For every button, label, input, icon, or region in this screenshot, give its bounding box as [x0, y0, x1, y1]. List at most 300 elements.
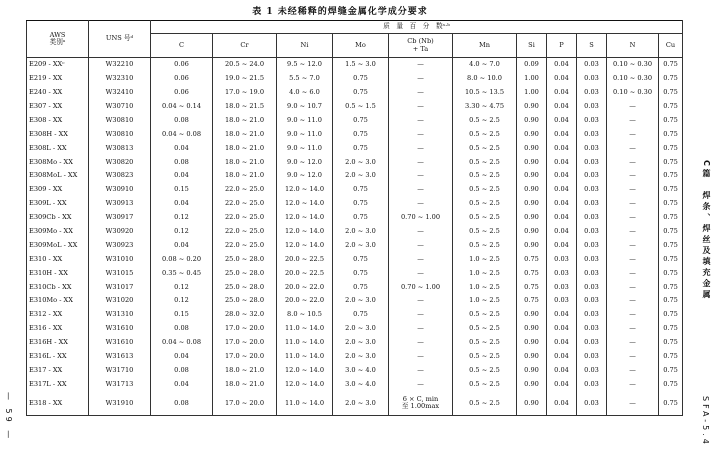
- cell-n: —: [607, 294, 659, 308]
- cell-aws: E308Mo - XX: [27, 155, 89, 169]
- cell-mn: 8.0 ~ 10.0: [453, 72, 517, 86]
- cell-mn: 0.5 ~ 2.5: [453, 336, 517, 350]
- cell-cr: 18.0 ~ 21.0: [213, 364, 277, 378]
- cell-p: 0.04: [547, 155, 577, 169]
- cell-si: 0.90: [517, 211, 547, 225]
- cell-cr: 25.0 ~ 28.0: [213, 252, 277, 266]
- cell-c: 0.15: [151, 183, 213, 197]
- cell-ni: 11.0 ~ 14.0: [277, 391, 333, 416]
- cell-s: 0.03: [577, 239, 607, 253]
- cell-c: 0.08: [151, 364, 213, 378]
- cell-si: 1.00: [517, 72, 547, 86]
- table-row: [27, 114, 683, 128]
- table-row: [27, 336, 683, 350]
- cell-mo: 0.75: [333, 141, 389, 155]
- cell-mo: 3.0 ~ 4.0: [333, 364, 389, 378]
- cell-p: 0.04: [547, 183, 577, 197]
- cell-cu: 0.75: [659, 211, 683, 225]
- page-number: — 59 —: [4, 392, 13, 442]
- cell-c: 0.04: [151, 377, 213, 391]
- cell-cu: 0.75: [659, 252, 683, 266]
- cell-cb-line1: 6 × C, min: [402, 395, 439, 404]
- header-aws: [27, 21, 89, 58]
- table-row: [27, 169, 683, 183]
- cell-s: 0.03: [577, 58, 607, 72]
- cell-mo: 2.0 ~ 3.0: [333, 336, 389, 350]
- cell-n: —: [607, 322, 659, 336]
- header-aws-sub: 类别ᵃ: [49, 38, 66, 46]
- cell-n: —: [607, 114, 659, 128]
- cell-ni: 11.0 ~ 14.0: [277, 336, 333, 350]
- cell-aws: E308H - XX: [27, 127, 89, 141]
- cell-uns: W30910: [89, 183, 151, 197]
- cell-ni: 20.0 ~ 22.0: [277, 294, 333, 308]
- cell-si: 0.90: [517, 364, 547, 378]
- cell-si: 0.75: [517, 280, 547, 294]
- cell-cb: —: [389, 377, 453, 391]
- cell-cu: 0.75: [659, 100, 683, 114]
- cell-mo: 2.0 ~ 3.0: [333, 225, 389, 239]
- cell-s: 0.03: [577, 211, 607, 225]
- cell-cr: 25.0 ~ 28.0: [213, 266, 277, 280]
- cell-s: 0.03: [577, 197, 607, 211]
- cell-uns: W31713: [89, 377, 151, 391]
- cell-aws: E209 - XXᶜ: [27, 58, 89, 72]
- cell-s: 0.03: [577, 294, 607, 308]
- cell-s: 0.03: [577, 266, 607, 280]
- header-ni: Ni: [277, 34, 333, 58]
- cell-c: 0.12: [151, 211, 213, 225]
- cell-cb: —: [389, 100, 453, 114]
- cell-aws: E316 - XX: [27, 322, 89, 336]
- cell-si: 0.90: [517, 127, 547, 141]
- cell-p: 0.03: [547, 294, 577, 308]
- cell-si: 0.75: [517, 252, 547, 266]
- cell-uns: W31017: [89, 280, 151, 294]
- cell-mo: 2.0 ~ 3.0: [333, 169, 389, 183]
- header-s: S: [577, 34, 607, 58]
- cell-uns: W30913: [89, 197, 151, 211]
- cell-mo: 0.75: [333, 308, 389, 322]
- table-row: [27, 294, 683, 308]
- cell-p: 0.04: [547, 336, 577, 350]
- header-aws-label: AWS: [49, 30, 66, 39]
- cell-mo: 0.75: [333, 197, 389, 211]
- table-row: [27, 322, 683, 336]
- cell-aws: E310H - XX: [27, 266, 89, 280]
- cell-p: 0.04: [547, 391, 577, 416]
- cell-cr: 25.0 ~ 28.0: [213, 280, 277, 294]
- cell-mn: 0.5 ~ 2.5: [453, 183, 517, 197]
- cell-cb: —: [389, 322, 453, 336]
- cell-aws: E316L - XX: [27, 350, 89, 364]
- cell-mo: 2.0 ~ 3.0: [333, 155, 389, 169]
- cell-cr: 20.5 ~ 24.0: [213, 58, 277, 72]
- cell-cu: 0.75: [659, 239, 683, 253]
- cell-aws: E317L - XX: [27, 377, 89, 391]
- cell-p: 0.04: [547, 197, 577, 211]
- cell-n: —: [607, 239, 659, 253]
- cell-uns: W31015: [89, 266, 151, 280]
- cell-cu: 0.75: [659, 86, 683, 100]
- cell-p: 0.04: [547, 141, 577, 155]
- cell-c: 0.04 ~ 0.08: [151, 127, 213, 141]
- cell-n: —: [607, 155, 659, 169]
- cell-p: 0.04: [547, 377, 577, 391]
- cell-p: 0.04: [547, 239, 577, 253]
- cell-n: —: [607, 308, 659, 322]
- cell-ni: 9.0 ~ 11.0: [277, 114, 333, 128]
- cell-cb: 0.70 ~ 1.00: [389, 211, 453, 225]
- cell-cr: 18.0 ~ 21.0: [213, 377, 277, 391]
- cell-cb: —: [389, 239, 453, 253]
- cell-cu: 0.75: [659, 141, 683, 155]
- cell-n: —: [607, 336, 659, 350]
- cell-mo: 0.75: [333, 72, 389, 86]
- cell-aws: E219 - XX: [27, 72, 89, 86]
- table-row: [27, 183, 683, 197]
- cell-ni: 12.0 ~ 14.0: [277, 239, 333, 253]
- cell-n: —: [607, 377, 659, 391]
- cell-mo: 0.75: [333, 211, 389, 225]
- cell-aws: E309 - XX: [27, 183, 89, 197]
- header-mn: Mn: [453, 34, 517, 58]
- table-row: [27, 58, 683, 72]
- cell-mn: 0.5 ~ 2.5: [453, 211, 517, 225]
- cell-cb: —: [389, 127, 453, 141]
- cell-mn: 4.0 ~ 7.0: [453, 58, 517, 72]
- cell-c: 0.08: [151, 391, 213, 416]
- cell-cr: 28.0 ~ 32.0: [213, 308, 277, 322]
- cell-cb-line2: 至 1.00max: [401, 402, 440, 411]
- cell-uns: W30920: [89, 225, 151, 239]
- table-row: [27, 197, 683, 211]
- cell-uns: W30710: [89, 100, 151, 114]
- cell-mn: 1.0 ~ 2.5: [453, 280, 517, 294]
- cell-si: 0.90: [517, 141, 547, 155]
- cell-cb: —: [389, 183, 453, 197]
- header-cu: Cu: [659, 34, 683, 58]
- cell-ni: 12.0 ~ 14.0: [277, 364, 333, 378]
- cell-aws: E240 - XX: [27, 86, 89, 100]
- cell-cu: 0.75: [659, 183, 683, 197]
- cell-mo: 2.0 ~ 3.0: [333, 239, 389, 253]
- cell-uns: W30917: [89, 211, 151, 225]
- cell-aws: E308L - XX: [27, 141, 89, 155]
- cell-mo: 0.75: [333, 266, 389, 280]
- cell-c: 0.04: [151, 350, 213, 364]
- cell-ni: 5.5 ~ 7.0: [277, 72, 333, 86]
- cell-ni: 9.5 ~ 12.0: [277, 58, 333, 72]
- cell-si: 0.90: [517, 239, 547, 253]
- cell-cb: [389, 391, 453, 416]
- cell-s: 0.03: [577, 336, 607, 350]
- cell-mo: 0.75: [333, 280, 389, 294]
- cell-c: 0.04: [151, 169, 213, 183]
- header-p: P: [547, 34, 577, 58]
- cell-aws: E309L - XX: [27, 197, 89, 211]
- header-cb: [389, 34, 453, 58]
- cell-cb: —: [389, 114, 453, 128]
- cell-cr: 18.0 ~ 21.0: [213, 141, 277, 155]
- cell-p: 0.04: [547, 100, 577, 114]
- cell-si: 0.90: [517, 350, 547, 364]
- cell-p: 0.04: [547, 127, 577, 141]
- cell-mo: 1.5 ~ 3.0: [333, 58, 389, 72]
- cell-aws: E310 - XX: [27, 252, 89, 266]
- cell-p: 0.04: [547, 114, 577, 128]
- table-caption: 表 1 未经稀释的焊缝金属化学成分要求: [252, 7, 428, 17]
- cell-ni: 20.0 ~ 22.5: [277, 252, 333, 266]
- cell-cr: 22.0 ~ 25.0: [213, 197, 277, 211]
- cell-cr: 18.0 ~ 21.5: [213, 100, 277, 114]
- cell-c: 0.12: [151, 294, 213, 308]
- cell-cu: 0.75: [659, 72, 683, 86]
- cell-cb: —: [389, 197, 453, 211]
- cell-si: 0.90: [517, 183, 547, 197]
- cell-ni: 20.0 ~ 22.0: [277, 280, 333, 294]
- cell-cu: 0.75: [659, 155, 683, 169]
- cell-c: 0.04 ~ 0.14: [151, 100, 213, 114]
- cell-uns: W30810: [89, 127, 151, 141]
- cell-cr: 17.0 ~ 20.0: [213, 322, 277, 336]
- cell-ni: 12.0 ~ 14.0: [277, 377, 333, 391]
- cell-ni: 12.0 ~ 14.0: [277, 225, 333, 239]
- cell-aws: E317 - XX: [27, 364, 89, 378]
- cell-n: —: [607, 100, 659, 114]
- cell-s: 0.03: [577, 183, 607, 197]
- cell-uns: W31910: [89, 391, 151, 416]
- header-mo: Mo: [333, 34, 389, 58]
- cell-uns: W31610: [89, 336, 151, 350]
- cell-uns: W31710: [89, 364, 151, 378]
- cell-uns: W30813: [89, 141, 151, 155]
- cell-p: 0.04: [547, 86, 577, 100]
- cell-mo: 0.75: [333, 183, 389, 197]
- cell-aws: E308 - XX: [27, 114, 89, 128]
- cell-si: 0.90: [517, 225, 547, 239]
- cell-cb: —: [389, 364, 453, 378]
- header-cb-line1: Cb (Nb): [407, 37, 434, 46]
- cell-mn: 10.5 ~ 13.5: [453, 86, 517, 100]
- cell-si: 0.90: [517, 169, 547, 183]
- cell-uns: W30923: [89, 239, 151, 253]
- cell-n: —: [607, 252, 659, 266]
- cell-aws: E310Cb - XX: [27, 280, 89, 294]
- cell-cr: 18.0 ~ 21.0: [213, 114, 277, 128]
- cell-s: 0.03: [577, 308, 607, 322]
- cell-uns: W31610: [89, 322, 151, 336]
- cell-ni: 9.0 ~ 11.0: [277, 127, 333, 141]
- table-row: [27, 377, 683, 391]
- cell-n: —: [607, 169, 659, 183]
- cell-cu: 0.75: [659, 322, 683, 336]
- cell-si: 1.00: [517, 86, 547, 100]
- cell-mo: 3.0 ~ 4.0: [333, 377, 389, 391]
- header-cr: Cr: [213, 34, 277, 58]
- cell-n: 0.10 ~ 0.30: [607, 86, 659, 100]
- cell-uns: W30820: [89, 155, 151, 169]
- cell-uns: W31010: [89, 252, 151, 266]
- cell-n: —: [607, 350, 659, 364]
- cell-n: —: [607, 266, 659, 280]
- cell-aws: E316H - XX: [27, 336, 89, 350]
- cell-n: —: [607, 183, 659, 197]
- cell-ni: 8.0 ~ 10.5: [277, 308, 333, 322]
- cell-uns: W32410: [89, 86, 151, 100]
- cell-cb: —: [389, 58, 453, 72]
- table-row: [27, 127, 683, 141]
- cell-ni: 9.0 ~ 12.0: [277, 169, 333, 183]
- cell-ni: 12.0 ~ 14.0: [277, 211, 333, 225]
- cell-uns: W32310: [89, 72, 151, 86]
- cell-cb: —: [389, 155, 453, 169]
- cell-mn: 1.0 ~ 2.5: [453, 252, 517, 266]
- cell-n: —: [607, 225, 659, 239]
- cell-cu: 0.75: [659, 350, 683, 364]
- cell-n: 0.10 ~ 0.30: [607, 72, 659, 86]
- cell-c: 0.04 ~ 0.08: [151, 336, 213, 350]
- cell-cr: 18.0 ~ 21.0: [213, 155, 277, 169]
- cell-si: 0.90: [517, 336, 547, 350]
- cell-si: 0.75: [517, 294, 547, 308]
- cell-s: 0.03: [577, 391, 607, 416]
- cell-s: 0.03: [577, 252, 607, 266]
- cell-mn: 0.5 ~ 2.5: [453, 169, 517, 183]
- cell-c: 0.15: [151, 308, 213, 322]
- cell-n: —: [607, 280, 659, 294]
- cell-mo: 2.0 ~ 3.0: [333, 350, 389, 364]
- cell-mn: 0.5 ~ 2.5: [453, 322, 517, 336]
- cell-aws: E307 - XX: [27, 100, 89, 114]
- cell-c: 0.04: [151, 239, 213, 253]
- cell-s: 0.03: [577, 114, 607, 128]
- cell-mn: 0.5 ~ 2.5: [453, 364, 517, 378]
- cell-p: 0.04: [547, 225, 577, 239]
- cell-mn: 3.30 ~ 4.75: [453, 100, 517, 114]
- cell-cb: —: [389, 72, 453, 86]
- cell-ni: 11.0 ~ 14.0: [277, 350, 333, 364]
- cell-cb: —: [389, 266, 453, 280]
- table-row: [27, 141, 683, 155]
- cell-mn: 0.5 ~ 2.5: [453, 225, 517, 239]
- cell-uns: W32210: [89, 58, 151, 72]
- cell-mo: 2.0 ~ 3.0: [333, 391, 389, 416]
- cell-cb: —: [389, 86, 453, 100]
- cell-cb: —: [389, 350, 453, 364]
- cell-cu: 0.75: [659, 114, 683, 128]
- cell-si: 0.90: [517, 322, 547, 336]
- cell-cb: 0.70 ~ 1.00: [389, 280, 453, 294]
- cell-n: —: [607, 197, 659, 211]
- cell-ni: 20.0 ~ 22.5: [277, 266, 333, 280]
- cell-p: 0.04: [547, 322, 577, 336]
- cell-cu: 0.75: [659, 294, 683, 308]
- cell-cr: 25.0 ~ 28.0: [213, 294, 277, 308]
- table-row: [27, 364, 683, 378]
- cell-mn: 0.5 ~ 2.5: [453, 350, 517, 364]
- spec-code: SFA-5.4: [701, 396, 710, 447]
- table-row: [27, 308, 683, 322]
- cell-uns: W31020: [89, 294, 151, 308]
- cell-cu: 0.75: [659, 280, 683, 294]
- cell-s: 0.03: [577, 377, 607, 391]
- table-row: [27, 155, 683, 169]
- cell-cr: 22.0 ~ 25.0: [213, 211, 277, 225]
- cell-cr: 22.0 ~ 25.0: [213, 183, 277, 197]
- cell-uns: W31613: [89, 350, 151, 364]
- cell-n: 0.10 ~ 0.30: [607, 58, 659, 72]
- cell-si: 0.90: [517, 308, 547, 322]
- cell-si: 0.09: [517, 58, 547, 72]
- cell-s: 0.03: [577, 127, 607, 141]
- table-row: [27, 266, 683, 280]
- cell-c: 0.06: [151, 86, 213, 100]
- cell-p: 0.04: [547, 72, 577, 86]
- header-c: C: [151, 34, 213, 58]
- cell-cu: 0.75: [659, 169, 683, 183]
- cell-cu: 0.75: [659, 391, 683, 416]
- cell-ni: 9.0 ~ 11.0: [277, 141, 333, 155]
- cell-n: —: [607, 141, 659, 155]
- cell-cr: 19.0 ~ 21.5: [213, 72, 277, 86]
- cell-cu: 0.75: [659, 364, 683, 378]
- cell-cr: 18.0 ~ 21.0: [213, 169, 277, 183]
- header-n: N: [607, 34, 659, 58]
- cell-si: 0.90: [517, 391, 547, 416]
- table-row: [27, 72, 683, 86]
- cell-mn: 0.5 ~ 2.5: [453, 239, 517, 253]
- cell-c: 0.08: [151, 114, 213, 128]
- cell-s: 0.03: [577, 350, 607, 364]
- cell-cu: 0.75: [659, 225, 683, 239]
- header-cb-line2: + Ta: [412, 44, 429, 53]
- cell-c: 0.08: [151, 322, 213, 336]
- cell-c: 0.12: [151, 225, 213, 239]
- table-row: [27, 280, 683, 294]
- cell-cr: 17.0 ~ 20.0: [213, 350, 277, 364]
- cell-p: 0.03: [547, 252, 577, 266]
- cell-cr: 17.0 ~ 20.0: [213, 391, 277, 416]
- cell-si: 0.90: [517, 155, 547, 169]
- cell-p: 0.04: [547, 364, 577, 378]
- cell-mn: 0.5 ~ 2.5: [453, 308, 517, 322]
- cell-s: 0.03: [577, 86, 607, 100]
- cell-uns: W31310: [89, 308, 151, 322]
- cell-cu: 0.75: [659, 266, 683, 280]
- cell-s: 0.03: [577, 280, 607, 294]
- table-row: [27, 252, 683, 266]
- cell-mo: 0.75: [333, 86, 389, 100]
- cell-cr: 17.0 ~ 19.0: [213, 86, 277, 100]
- cell-si: 0.75: [517, 266, 547, 280]
- cell-c: 0.04: [151, 197, 213, 211]
- cell-s: 0.03: [577, 322, 607, 336]
- cell-c: 0.08 ~ 0.20: [151, 252, 213, 266]
- cell-aws: E309Cb - XX: [27, 211, 89, 225]
- cell-n: —: [607, 127, 659, 141]
- cell-c: 0.35 ~ 0.45: [151, 266, 213, 280]
- cell-ni: 12.0 ~ 14.0: [277, 183, 333, 197]
- cell-ni: 9.0 ~ 12.0: [277, 155, 333, 169]
- cell-cu: 0.75: [659, 127, 683, 141]
- header-group-title: 质 量 百 分 数ᵃ·ᵇ: [151, 21, 683, 34]
- header-si: Si: [517, 34, 547, 58]
- cell-uns: W30823: [89, 169, 151, 183]
- cell-c: 0.06: [151, 72, 213, 86]
- cell-cu: 0.75: [659, 58, 683, 72]
- cell-cr: 22.0 ~ 25.0: [213, 225, 277, 239]
